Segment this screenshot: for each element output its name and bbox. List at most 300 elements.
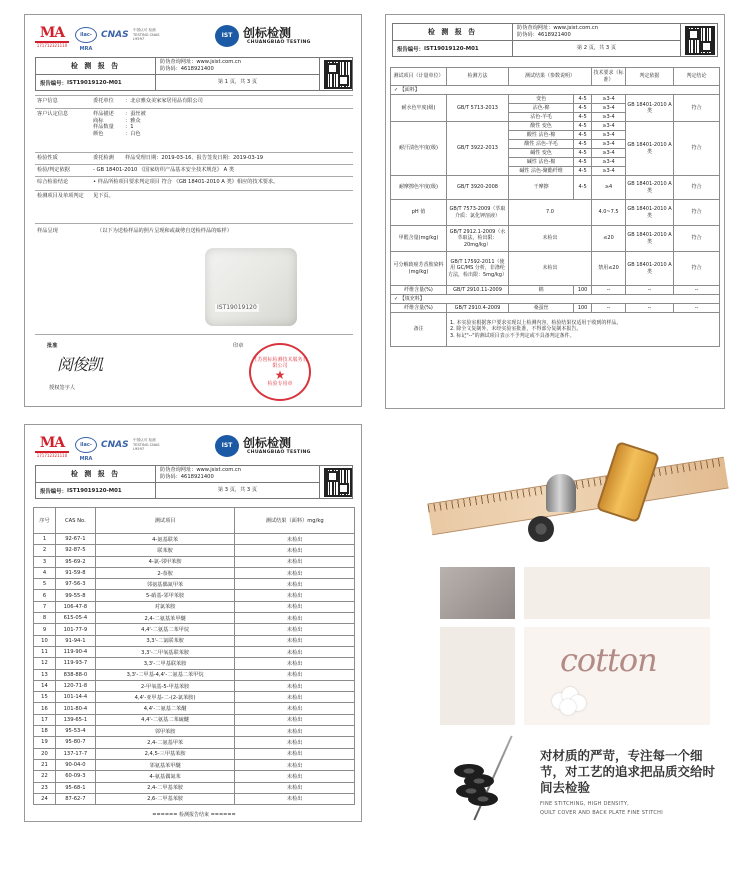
test-results-table bbox=[390, 67, 720, 347]
cas-number: 90-04-0 bbox=[55, 759, 95, 770]
logo-row bbox=[35, 23, 353, 53]
amine-name: 3,3'-二甲基联苯胺 bbox=[95, 658, 235, 669]
info-row bbox=[35, 152, 353, 164]
info-text: ：蚕丝被 bbox=[125, 111, 146, 117]
test-sub: 变色 bbox=[509, 95, 574, 104]
table-row bbox=[391, 176, 720, 200]
report-number-label: 报告编号： bbox=[397, 46, 424, 53]
test-sub: 碱性 变色 bbox=[509, 149, 574, 158]
info-sub: 颜色 bbox=[93, 130, 104, 137]
test-req: 4.0~7.5 bbox=[592, 200, 626, 226]
test-basis: GB 18401-2010 A 类 bbox=[626, 252, 674, 286]
amine-result: 未检出 bbox=[235, 737, 355, 748]
amine-result: 未检出 bbox=[235, 635, 355, 646]
amine-result: 未检出 bbox=[235, 545, 355, 556]
table-row bbox=[34, 748, 355, 759]
brand-subtitle: CHUANGBIAO TESTING bbox=[247, 40, 311, 45]
info-key: 检验性质 bbox=[37, 155, 58, 161]
test-req: ≤20 bbox=[592, 226, 626, 252]
table-row bbox=[34, 601, 355, 612]
table-row bbox=[34, 590, 355, 601]
test-value: 4-5 bbox=[574, 176, 592, 200]
qr-code-icon bbox=[324, 468, 352, 497]
table-header-row bbox=[34, 508, 355, 534]
test-basis: -- bbox=[626, 304, 674, 313]
col-header: CAS No. bbox=[55, 508, 95, 534]
row-index: 13 bbox=[34, 669, 56, 680]
amine-result: 未检出 bbox=[235, 714, 355, 725]
table-row bbox=[34, 624, 355, 635]
cas-number: 615-05-4 bbox=[55, 613, 95, 624]
table-row bbox=[34, 771, 355, 782]
amine-name: 4,4'-二氨基二苯甲烷 bbox=[95, 624, 235, 635]
col-header: 测试结果（面料）mg/kg bbox=[235, 508, 355, 534]
row-index: 23 bbox=[34, 782, 56, 793]
amine-name: 联苯胺 bbox=[95, 545, 235, 556]
amine-name: 2-萘胺 bbox=[95, 567, 235, 578]
cas-number: 119-93-7 bbox=[55, 658, 95, 669]
amine-result: 未检出 bbox=[235, 759, 355, 770]
amine-name: 4-氨基联苯 bbox=[95, 534, 235, 545]
cas-number: 87-62-7 bbox=[55, 793, 95, 804]
color-swatch-light bbox=[440, 627, 515, 725]
amine-name: 4,4'-亚甲基-二-(2-氯苯胺) bbox=[95, 692, 235, 703]
info-text: ：北京雅众美家家居用品有限公司 bbox=[125, 98, 203, 104]
test-req: ≥3-4 bbox=[592, 149, 626, 158]
row-index: 8 bbox=[34, 613, 56, 624]
info-sub: 样品数量 bbox=[93, 124, 114, 130]
info-key: 检测项目及单项判定 bbox=[37, 193, 84, 199]
amine-result: 未检出 bbox=[235, 726, 355, 737]
brand-title: 创标检测 bbox=[243, 26, 292, 40]
notes-content bbox=[447, 313, 720, 347]
cas-number: 95-69-2 bbox=[55, 556, 95, 567]
row-index: 9 bbox=[34, 624, 56, 635]
tagline-line-2: QUILT COVER AND BACK PLATE FINE STITCHI bbox=[540, 810, 663, 816]
report-header bbox=[35, 465, 353, 499]
page-indicator: 第 1 页，共 3 页 bbox=[156, 75, 320, 91]
amine-result: 未检出 bbox=[235, 579, 355, 590]
test-req: ≥3-4 bbox=[592, 131, 626, 140]
test-req: ≥3-4 bbox=[592, 167, 626, 176]
anti-fake-code: 防伪码：4618921400 bbox=[160, 66, 214, 72]
cas-number: 97-56-3 bbox=[55, 579, 95, 590]
test-req: -- bbox=[592, 304, 626, 313]
table-row bbox=[34, 703, 355, 714]
test-req: ≥3-4 bbox=[592, 113, 626, 122]
report-number-label: 报告编号： bbox=[40, 488, 67, 495]
info-row bbox=[35, 176, 353, 190]
inquiry-url: 防伪查询网址：www.jsist.com.cn bbox=[160, 58, 242, 65]
info-row bbox=[35, 108, 353, 152]
test-value: 未检出 bbox=[509, 226, 592, 252]
info-value: - GB 18401-2010 《国家纺织产品基本安全技术规范》 A 类 bbox=[93, 167, 235, 173]
report-number-label: 报告编号： bbox=[40, 80, 67, 87]
row-index: 17 bbox=[34, 714, 56, 725]
col-header: 检测方法 bbox=[447, 68, 509, 86]
amine-name: 邻氨基苯甲醚 bbox=[95, 759, 235, 770]
table-row bbox=[34, 669, 355, 680]
amine-result: 未检出 bbox=[235, 748, 355, 759]
row-index: 11 bbox=[34, 646, 56, 657]
test-result: 符合 bbox=[674, 252, 720, 286]
tagline-line-1: FINE STITCHING, HIGH DENSITY, bbox=[540, 801, 630, 807]
info-text: ：1 bbox=[125, 124, 134, 130]
cas-number: 838-88-0 bbox=[55, 669, 95, 680]
row-index: 10 bbox=[34, 635, 56, 646]
test-item: 甲醛含量(mg/kg) bbox=[391, 226, 447, 252]
row-index: 24 bbox=[34, 793, 56, 804]
cnas-subtext: 中国认可 检测 TESTING CNAS L9597 bbox=[133, 28, 160, 42]
approve-label: 批准 bbox=[47, 343, 58, 349]
amine-name: 邻氨基偶氮甲苯 bbox=[95, 579, 235, 590]
amine-result: 未检出 bbox=[235, 590, 355, 601]
row-index: 18 bbox=[34, 726, 56, 737]
test-value: 4-5 bbox=[574, 131, 592, 140]
test-value: 4-5 bbox=[574, 122, 592, 131]
table-row bbox=[391, 252, 720, 286]
cas-number: 95-53-4 bbox=[55, 726, 95, 737]
test-method: GB/T 2912.1-2009（水萃取法，检出限：20mg/kg） bbox=[447, 226, 509, 252]
test-method: GB/T 7573-2009（萃取介质：氯化钾溶液） bbox=[447, 200, 509, 226]
amine-name: 2-甲氧基-5-甲基苯胺 bbox=[95, 680, 235, 691]
sample-presentation bbox=[35, 223, 353, 335]
amine-result: 未检出 bbox=[235, 782, 355, 793]
cas-number: 92-67-1 bbox=[55, 534, 95, 545]
row-index: 4 bbox=[34, 567, 56, 578]
cas-number: 120-71-8 bbox=[55, 680, 95, 691]
qr-code-icon bbox=[324, 60, 352, 89]
test-sub: 酸性 变色 bbox=[509, 122, 574, 131]
thimble-icon bbox=[546, 474, 576, 512]
info-key: 客户认定信息 bbox=[37, 111, 69, 117]
aromatic-amine-table bbox=[33, 507, 355, 805]
cas-number: 95-80-7 bbox=[55, 737, 95, 748]
amine-result: 未检出 bbox=[235, 680, 355, 691]
amine-name: 2,4,5-三甲基苯胺 bbox=[95, 748, 235, 759]
section-fabric: ✓ 【面料】 bbox=[391, 86, 720, 95]
cma-logo bbox=[35, 435, 69, 457]
info-row bbox=[35, 95, 353, 108]
table-row bbox=[34, 545, 355, 556]
test-basis: GB 18401-2010 A 类 bbox=[626, 176, 674, 200]
row-index: 20 bbox=[34, 748, 56, 759]
brand-subtitle: CHUANGBIAO TESTING bbox=[247, 450, 311, 455]
cas-number: 137-17-7 bbox=[55, 748, 95, 759]
test-method: GB/T 2910.4-2009 bbox=[447, 304, 509, 313]
test-item: 耐水色牢度(级) bbox=[391, 95, 447, 122]
report-page-3 bbox=[24, 424, 362, 822]
table-row bbox=[391, 95, 720, 104]
report-title: 检 测 报 告 bbox=[36, 466, 156, 483]
amine-name: 4-氯-邻甲苯胺 bbox=[95, 556, 235, 567]
inquiry-block bbox=[156, 58, 320, 75]
test-req: ≥4 bbox=[592, 176, 626, 200]
cnas-logo: CNAS bbox=[101, 440, 129, 450]
info-value bbox=[91, 153, 353, 164]
amine-result: 未检出 bbox=[235, 669, 355, 680]
test-sub: 沾色-棉 bbox=[509, 104, 574, 113]
test-req: ≥3-4 bbox=[592, 104, 626, 113]
table-row bbox=[34, 680, 355, 691]
table-row bbox=[391, 122, 720, 131]
report-header bbox=[392, 23, 718, 57]
test-req: ≥3-4 bbox=[592, 158, 626, 167]
info-key: 综合检验结论 bbox=[37, 179, 69, 185]
amine-name: 2,4-二氨基甲苯 bbox=[95, 737, 235, 748]
amine-result: 未检出 bbox=[235, 658, 355, 669]
col-header: 技术要求（标准） bbox=[592, 68, 626, 86]
amine-name: 3,3'-二甲基-4,4'-二氨基二苯甲烷 bbox=[95, 669, 235, 680]
inquiry-block bbox=[513, 24, 681, 41]
test-value: 100 bbox=[574, 286, 592, 295]
signature-area bbox=[35, 341, 353, 401]
test-req: ≥3-4 bbox=[592, 140, 626, 149]
cas-number: 139-65-1 bbox=[55, 714, 95, 725]
info-sub: 样品描述 bbox=[93, 111, 114, 117]
anti-fake-code: 防伪码：4618921400 bbox=[160, 474, 214, 480]
test-method: GB/T 5713-2013 bbox=[447, 95, 509, 122]
report-header bbox=[35, 57, 353, 91]
row-index: 12 bbox=[34, 658, 56, 669]
table-header-row bbox=[391, 68, 720, 86]
amine-name: 2,6-二甲基苯胺 bbox=[95, 793, 235, 804]
test-basis: GB 18401-2010 A 类 bbox=[626, 95, 674, 122]
row-index: 22 bbox=[34, 771, 56, 782]
signer-label: 授权签字人 bbox=[49, 385, 75, 391]
anti-fake-code: 防伪码：4618921400 bbox=[517, 32, 571, 38]
amine-result: 未检出 bbox=[235, 646, 355, 657]
measuring-tape-icon bbox=[427, 457, 728, 536]
ist-logo: IST bbox=[215, 435, 239, 457]
inquiry-block bbox=[156, 466, 320, 483]
table-row bbox=[34, 658, 355, 669]
test-result: 符合 bbox=[674, 95, 720, 122]
test-value: 4-5 bbox=[574, 167, 592, 176]
test-sub: 棉 bbox=[509, 286, 574, 295]
cma-mark: MA bbox=[35, 435, 69, 453]
test-result: 符合 bbox=[674, 122, 720, 176]
info-key: 客户信息 bbox=[37, 98, 58, 104]
info-sub: 委托单位 bbox=[93, 98, 114, 104]
seal-star-icon: ★ bbox=[274, 368, 286, 383]
test-req: 禁用≤20 bbox=[592, 252, 626, 286]
cas-number: 60-09-3 bbox=[55, 771, 95, 782]
cas-number: 92-87-5 bbox=[55, 545, 95, 556]
report-number-value: IST19019120-M01 bbox=[66, 79, 122, 86]
row-index: 21 bbox=[34, 759, 56, 770]
amine-name: 4-氨基偶氮苯 bbox=[95, 771, 235, 782]
col-header: 判定依据 bbox=[626, 68, 674, 86]
row-index: 16 bbox=[34, 703, 56, 714]
inquiry-url: 防伪查询网址：www.jsist.com.cn bbox=[160, 466, 242, 473]
ist-logo: IST bbox=[215, 25, 239, 47]
test-value: 4-5 bbox=[574, 149, 592, 158]
info-row bbox=[35, 164, 353, 176]
test-method: GB/T 2910.11-2009 bbox=[447, 286, 509, 295]
test-value: 未检出 bbox=[509, 252, 592, 286]
cas-number: 119-90-4 bbox=[55, 646, 95, 657]
test-result: 符合 bbox=[674, 226, 720, 252]
thread-spool-icon bbox=[596, 441, 660, 523]
row-index: 14 bbox=[34, 680, 56, 691]
amine-result: 未检出 bbox=[235, 692, 355, 703]
test-sub: 沾色-羊毛 bbox=[509, 113, 574, 122]
seal-text-top: 江苏创标检测技术服务有限公司 bbox=[252, 356, 308, 369]
test-item: 纤维含量(%) bbox=[391, 286, 447, 295]
test-result: -- bbox=[674, 286, 720, 295]
info-text: 样品受理日期：2019-03-16、报告签发日期：2019-03-19 bbox=[125, 155, 264, 161]
table-row bbox=[34, 579, 355, 590]
sewing-button-icon bbox=[528, 516, 554, 542]
sample-photo-tag: IST19019120 bbox=[217, 304, 257, 311]
cas-number: 101-14-4 bbox=[55, 692, 95, 703]
report-title: 检 测 报 告 bbox=[36, 58, 156, 75]
amine-name: 2,4-二甲基苯胺 bbox=[95, 782, 235, 793]
sample-label: 样品呈现 bbox=[37, 228, 58, 234]
craft-slogan: 对材质的严苛，专注每一个细节，对工艺的追求把品质交给时间去检验 bbox=[540, 748, 716, 795]
table-row bbox=[34, 567, 355, 578]
table-row bbox=[391, 200, 720, 226]
col-header: 测试结果（参数说明） bbox=[509, 68, 592, 86]
cas-number: 101-80-4 bbox=[55, 703, 95, 714]
sewing-tools-photo bbox=[428, 440, 728, 550]
test-value: 4-5 bbox=[574, 113, 592, 122]
table-row bbox=[34, 726, 355, 737]
note-line: 3. 标记"--"的测试项目表示不予判定或不具备判定条件。 bbox=[450, 332, 575, 339]
page-indicator: 第 2 页，共 3 页 bbox=[513, 41, 681, 57]
row-index: 19 bbox=[34, 737, 56, 748]
test-sub: 酸性 沾色-羊毛 bbox=[509, 140, 574, 149]
info-sub: 委托检测 bbox=[93, 155, 114, 161]
info-value: 见下页。 bbox=[93, 193, 114, 199]
report-number bbox=[393, 41, 513, 57]
info-value bbox=[91, 96, 353, 108]
row-index: 3 bbox=[34, 556, 56, 567]
table-row bbox=[34, 714, 355, 725]
row-index: 6 bbox=[34, 590, 56, 601]
cma-logo bbox=[35, 25, 69, 47]
info-text: ：白色 bbox=[125, 130, 141, 137]
table-row bbox=[391, 286, 720, 295]
info-row bbox=[35, 190, 353, 204]
cotton-boll-icon bbox=[552, 687, 586, 717]
cas-number: 95-68-1 bbox=[55, 782, 95, 793]
cas-number: 99-55-8 bbox=[55, 590, 95, 601]
info-text: ：雅众 bbox=[125, 117, 141, 124]
amine-name: 2,4-二氨基苯甲醚 bbox=[95, 613, 235, 624]
cotton-word: cotton bbox=[560, 641, 657, 679]
note-line: 1. 本实验室根据客户要求实现以上检测内容，检验结果仅适用于收到的样品。 bbox=[450, 320, 622, 327]
amine-result: 未检出 bbox=[235, 601, 355, 612]
test-item: 纤维含量(%) bbox=[391, 304, 447, 313]
page-indicator: 第 3 页，共 3 页 bbox=[156, 483, 320, 499]
amine-result: 未检出 bbox=[235, 771, 355, 782]
cnas-logo: CNAS bbox=[101, 30, 129, 40]
test-value: 4-5 bbox=[574, 104, 592, 113]
report-page-2 bbox=[385, 14, 725, 409]
amine-result: 未检出 bbox=[235, 613, 355, 624]
col-header: 测试项目（计量单位） bbox=[391, 68, 447, 86]
table-row bbox=[34, 793, 355, 804]
info-value: • 样品所检项目要求判定项目 符合 《GB 18401-2010 A 类》相应的技术要求。 bbox=[93, 179, 279, 185]
table-row bbox=[34, 646, 355, 657]
test-basis: GB 18401-2010 A 类 bbox=[626, 122, 674, 176]
test-result: -- bbox=[674, 304, 720, 313]
section-row bbox=[391, 86, 720, 95]
col-header: 判定结论 bbox=[674, 68, 720, 86]
amine-name: 邻甲苯胺 bbox=[95, 726, 235, 737]
amine-name: 4,4'-二氨基二苯醚 bbox=[95, 703, 235, 714]
test-value: 7.0 bbox=[509, 200, 592, 226]
table-row bbox=[34, 759, 355, 770]
test-value: 4-5 bbox=[574, 158, 592, 167]
note-line: 2. 除全文复制外，未经实验室批准，不得部分复制本报告。 bbox=[450, 326, 582, 333]
cas-number: 106-47-8 bbox=[55, 601, 95, 612]
test-item: 耐汗渍色牢度(级) bbox=[391, 122, 447, 176]
cma-mark: MA bbox=[35, 25, 69, 43]
table-row bbox=[391, 304, 720, 313]
cas-number: 91-59-8 bbox=[55, 567, 95, 578]
test-basis: GB 18401-2010 A 类 bbox=[626, 200, 674, 226]
report-page-1 bbox=[24, 14, 362, 407]
cotton-card bbox=[524, 627, 710, 725]
row-index: 1 bbox=[34, 534, 56, 545]
section-row bbox=[391, 295, 720, 304]
signature: 阅俊凯 bbox=[57, 355, 103, 374]
table-row bbox=[34, 556, 355, 567]
table-row bbox=[34, 737, 355, 748]
test-method: GB/T 3922-2013 bbox=[447, 122, 509, 176]
aromatic-amine-rows bbox=[34, 534, 355, 805]
qr-code-icon bbox=[685, 26, 715, 55]
brand-title: 创标检测 bbox=[243, 436, 292, 450]
logo-row bbox=[35, 433, 353, 463]
table-row bbox=[34, 635, 355, 646]
official-seal-icon bbox=[249, 343, 311, 401]
row-index: 15 bbox=[34, 692, 56, 703]
amine-result: 未检出 bbox=[235, 703, 355, 714]
inquiry-url: 防伪查询网址：www.jsist.com.cn bbox=[517, 24, 599, 31]
color-swatch-gray bbox=[440, 567, 515, 619]
seal-text-bottom: 检验专用章 bbox=[267, 381, 293, 388]
report-number-value: IST19019120-M01 bbox=[423, 45, 479, 52]
ilac-logo: ilac-MRA bbox=[75, 437, 97, 453]
test-value: 4-5 bbox=[574, 140, 592, 149]
test-sub: 桑蚕丝 bbox=[509, 304, 574, 313]
test-result: 符合 bbox=[674, 176, 720, 200]
cas-number: 101-77-9 bbox=[55, 624, 95, 635]
test-method: GB/T 3920-2008 bbox=[447, 176, 509, 200]
notes-label: 备注 bbox=[391, 313, 447, 347]
test-sub: 酸性 沾色-棉 bbox=[509, 131, 574, 140]
col-header: 序号 bbox=[34, 508, 56, 534]
test-method: GB/T 17592-2011（使用 GC/MS 分析，非涤纶方法，检出限：5mg/kg） bbox=[447, 252, 509, 286]
color-swatch-beige bbox=[524, 567, 710, 619]
report-end-marker: ====== 检测报告结束 ====== bbox=[152, 812, 236, 818]
report-number bbox=[36, 483, 156, 499]
amine-result: 未检出 bbox=[235, 567, 355, 578]
info-value bbox=[91, 109, 353, 139]
table-row bbox=[391, 226, 720, 252]
client-info-table bbox=[35, 95, 353, 204]
info-sub: 商标 bbox=[93, 117, 104, 124]
seal-label: 印章 bbox=[233, 343, 244, 349]
report-title: 检 测 报 告 bbox=[393, 24, 513, 41]
notes-row bbox=[391, 313, 720, 347]
section-filling: ✓ 【填充料】 bbox=[391, 295, 720, 304]
ilac-logo: ilac-MRA bbox=[75, 27, 97, 43]
